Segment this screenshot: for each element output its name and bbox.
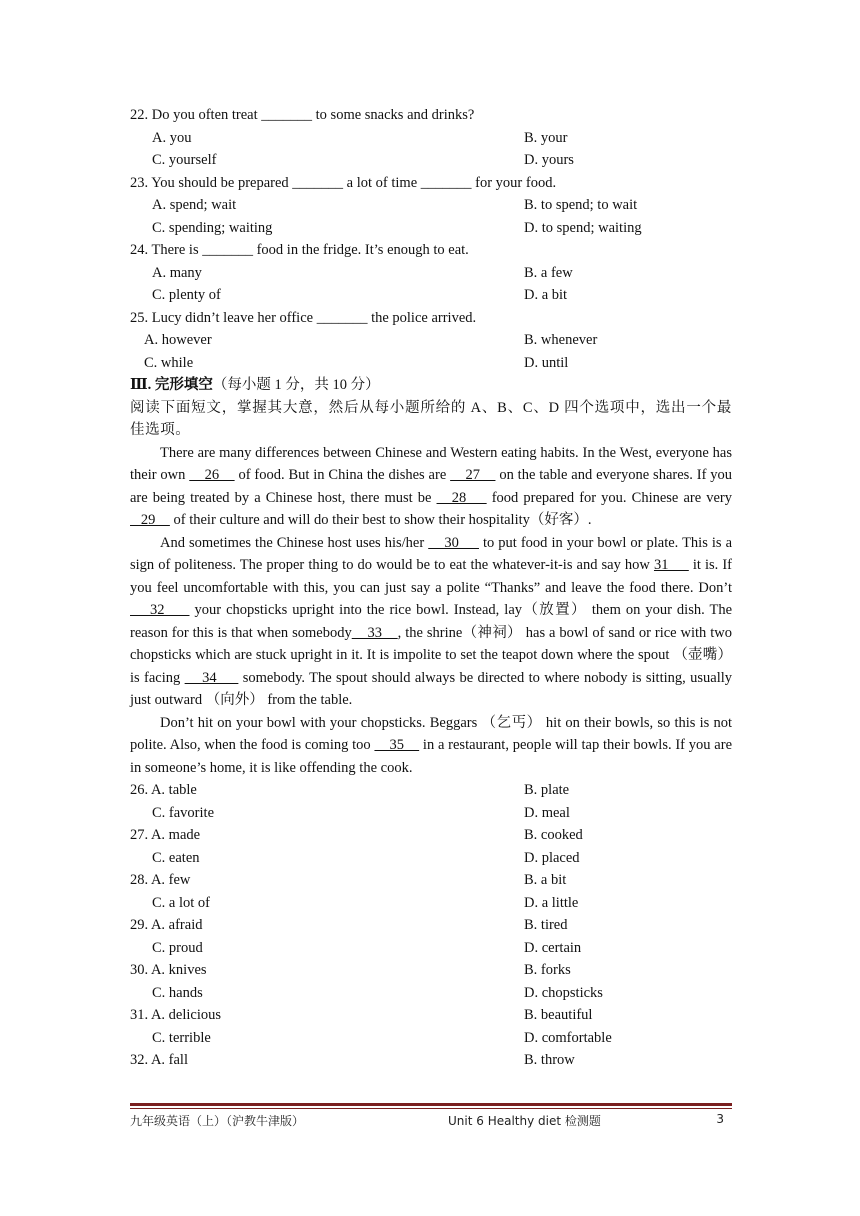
blank-34: 34	[184, 669, 239, 686]
passage-text: somebody. The spout should always be directed to where nobody is sitting, usually just outward （向外） from the table.	[130, 669, 733, 708]
option-26d: D. meal	[524, 804, 570, 821]
option-22b: B. your	[524, 129, 568, 146]
question-23-options-cd	[130, 217, 732, 240]
page-footer	[130, 1112, 732, 1132]
question-25-stem: 25. Lucy didn’t leave her office _______ the police arrived.	[130, 309, 477, 326]
option-29c: C. proud	[152, 939, 203, 956]
option-28d: D. a little	[524, 894, 579, 911]
blank-26: 26	[189, 467, 235, 483]
option-24d: D. a bit	[524, 287, 568, 303]
option-31a: 31. A. delicious	[130, 1007, 222, 1023]
question-23-options-ab	[130, 194, 732, 217]
footer-unit: Unit 6 Healthy diet 检测题	[448, 1114, 601, 1128]
option-26c: C. favorite	[152, 804, 215, 821]
question-29-options-ab	[130, 914, 732, 937]
section-3-heading	[130, 374, 732, 397]
option-27d: D. placed	[524, 849, 580, 866]
section-3-instructions: 阅读下面短文，掌握其大意，然后从每小题所给的 A、B、C、D 四个选项中，选出一个最佳选项。	[130, 399, 732, 438]
question-32-options-ab	[130, 1049, 732, 1072]
question-23-stem: 23. You should be prepared _______ a lot of time _______ for your food.	[130, 174, 557, 191]
option-25d: D. until	[524, 354, 569, 371]
question-28-options-cd	[130, 892, 732, 915]
question-22-options-cd	[130, 149, 732, 172]
question-22-stem: 22. Do you often treat _______ to some snacks and drinks?	[130, 107, 475, 123]
option-27a: 27. A. made	[130, 827, 201, 843]
passage-text: Don’t hit on your bowl with your chopsticks. Beggars （乞丐） hit on their bowls, so this is not polite. Also, when the food is coming too	[130, 714, 732, 753]
blank-27: 27	[450, 467, 496, 483]
question-31-options-ab	[130, 1004, 732, 1027]
footer-rule-thin	[130, 1108, 732, 1109]
page-number: 3	[716, 1112, 724, 1126]
question-24-stem: 24. There is _______ food in the fridge. It’s enough to eat.	[130, 242, 469, 258]
option-23b: B. to spend; to wait	[524, 197, 638, 213]
option-29d: D. certain	[524, 939, 582, 956]
option-32a: 32. A. fall	[130, 1052, 188, 1068]
passage-text: food prepared for you. Chinese are very	[486, 489, 732, 506]
option-26a: 26. A. table	[130, 782, 197, 798]
option-27b: B. cooked	[524, 827, 583, 843]
question-26-options-ab	[130, 779, 732, 802]
passage-text: of food. But in China the dishes are	[234, 467, 451, 483]
blank-33: 33	[351, 624, 398, 641]
passage-text: There are many differences between Chinese and Western eating habits. In the West, everyone has their own	[130, 444, 732, 483]
option-23c: C. spending; waiting	[152, 219, 273, 236]
section-3-title: Ⅲ. 完形填空	[130, 377, 213, 393]
option-28b: B. a bit	[524, 872, 567, 888]
question-27-options-cd	[130, 847, 732, 870]
question-30-options-ab	[130, 959, 732, 982]
passage-paragraph-2	[130, 532, 732, 712]
option-31c: C. terrible	[152, 1029, 211, 1046]
option-26b: B. plate	[524, 782, 570, 798]
blank-28: 28	[436, 489, 487, 506]
blank-32: 32	[130, 602, 190, 618]
question-25-options-cd	[130, 352, 732, 375]
question-30-options-cd	[130, 982, 732, 1005]
option-30a: 30. A. knives	[130, 962, 207, 978]
option-31d: D. comfortable	[524, 1029, 612, 1046]
passage-text: to put food in your bowl or plate. This is a sign of politeness. The proper thing to do would be to eat the whatever-it-is and say how	[130, 534, 733, 573]
passage-paragraph-3	[130, 712, 732, 780]
option-22c: C. yourself	[152, 152, 217, 168]
blank-29: 29	[130, 512, 170, 528]
option-30d: D. chopsticks	[524, 984, 603, 1001]
option-22d: D. yours	[524, 152, 574, 168]
option-30b: B. forks	[524, 962, 571, 978]
option-22a: A. you	[152, 129, 192, 146]
passage-text: on the table and everyone shares. If you are being treated by a Chinese host, there must be	[130, 467, 733, 506]
option-31b: B. beautiful	[524, 1007, 593, 1023]
worksheet-page	[130, 104, 732, 1072]
option-28a: 28. A. few	[130, 872, 191, 888]
option-25b: B. whenever	[524, 332, 598, 348]
question-27-options-ab	[130, 824, 732, 847]
question-22-options-ab	[130, 127, 732, 150]
passage-text: your chopsticks upright into the rice bowl. Instead, lay（放置） them on your dish. The reason for this is that when somebody	[130, 602, 733, 641]
option-27c: C. eaten	[152, 849, 200, 866]
option-25a: A. however	[144, 332, 212, 348]
question-25-options-ab	[130, 329, 732, 352]
footer-course: 九年级英语（上）（沪教牛津版）	[130, 1114, 305, 1128]
question-28-options-ab	[130, 869, 732, 892]
passage-text: And sometimes the Chinese host uses his/her	[160, 534, 429, 551]
option-29b: B. tired	[524, 917, 568, 933]
blank-31: 31	[653, 557, 689, 573]
blank-35: 35	[374, 737, 420, 753]
passage-text: it is. If you feel uncomfortable with this, you can just say a polite “Thanks” and leave the food there. Don’t	[130, 557, 733, 596]
blank-30: 30	[428, 534, 479, 551]
option-24a: A. many	[152, 264, 202, 281]
question-24-options-ab	[130, 262, 732, 285]
option-29a: 29. A. afraid	[130, 917, 203, 933]
option-28c: C. a lot of	[152, 894, 210, 911]
passage-text: , the shrine（神祠） has a bowl of sand or rice with two chopsticks which are stuck upright in it. It is impolite to set the teapot down where the spout （壶嘴） is facing	[130, 624, 732, 686]
option-30c: C. hands	[152, 984, 203, 1001]
passage-text: in a restaurant, people will tap their bowls. If you are in someone’s home, it is like offending the cook.	[130, 737, 733, 776]
option-24b: B. a few	[524, 264, 573, 281]
option-32b: B. throw	[524, 1052, 575, 1068]
question-31-options-cd	[130, 1027, 732, 1050]
question-24-options-cd	[130, 284, 732, 307]
passage-text: of their culture and will do their best to show their hospitality（好客）.	[169, 512, 592, 528]
question-29-options-cd	[130, 937, 732, 960]
question-26-options-cd	[130, 802, 732, 825]
option-25c: C. while	[144, 354, 194, 371]
footer-rule-thick	[130, 1103, 732, 1106]
section-3-score: （每小题 1 分，共 10 分）	[212, 377, 380, 393]
option-23d: D. to spend; waiting	[524, 219, 642, 236]
option-23a: A. spend; wait	[152, 197, 237, 213]
passage-paragraph-1	[130, 442, 732, 532]
option-24c: C. plenty of	[152, 287, 221, 303]
